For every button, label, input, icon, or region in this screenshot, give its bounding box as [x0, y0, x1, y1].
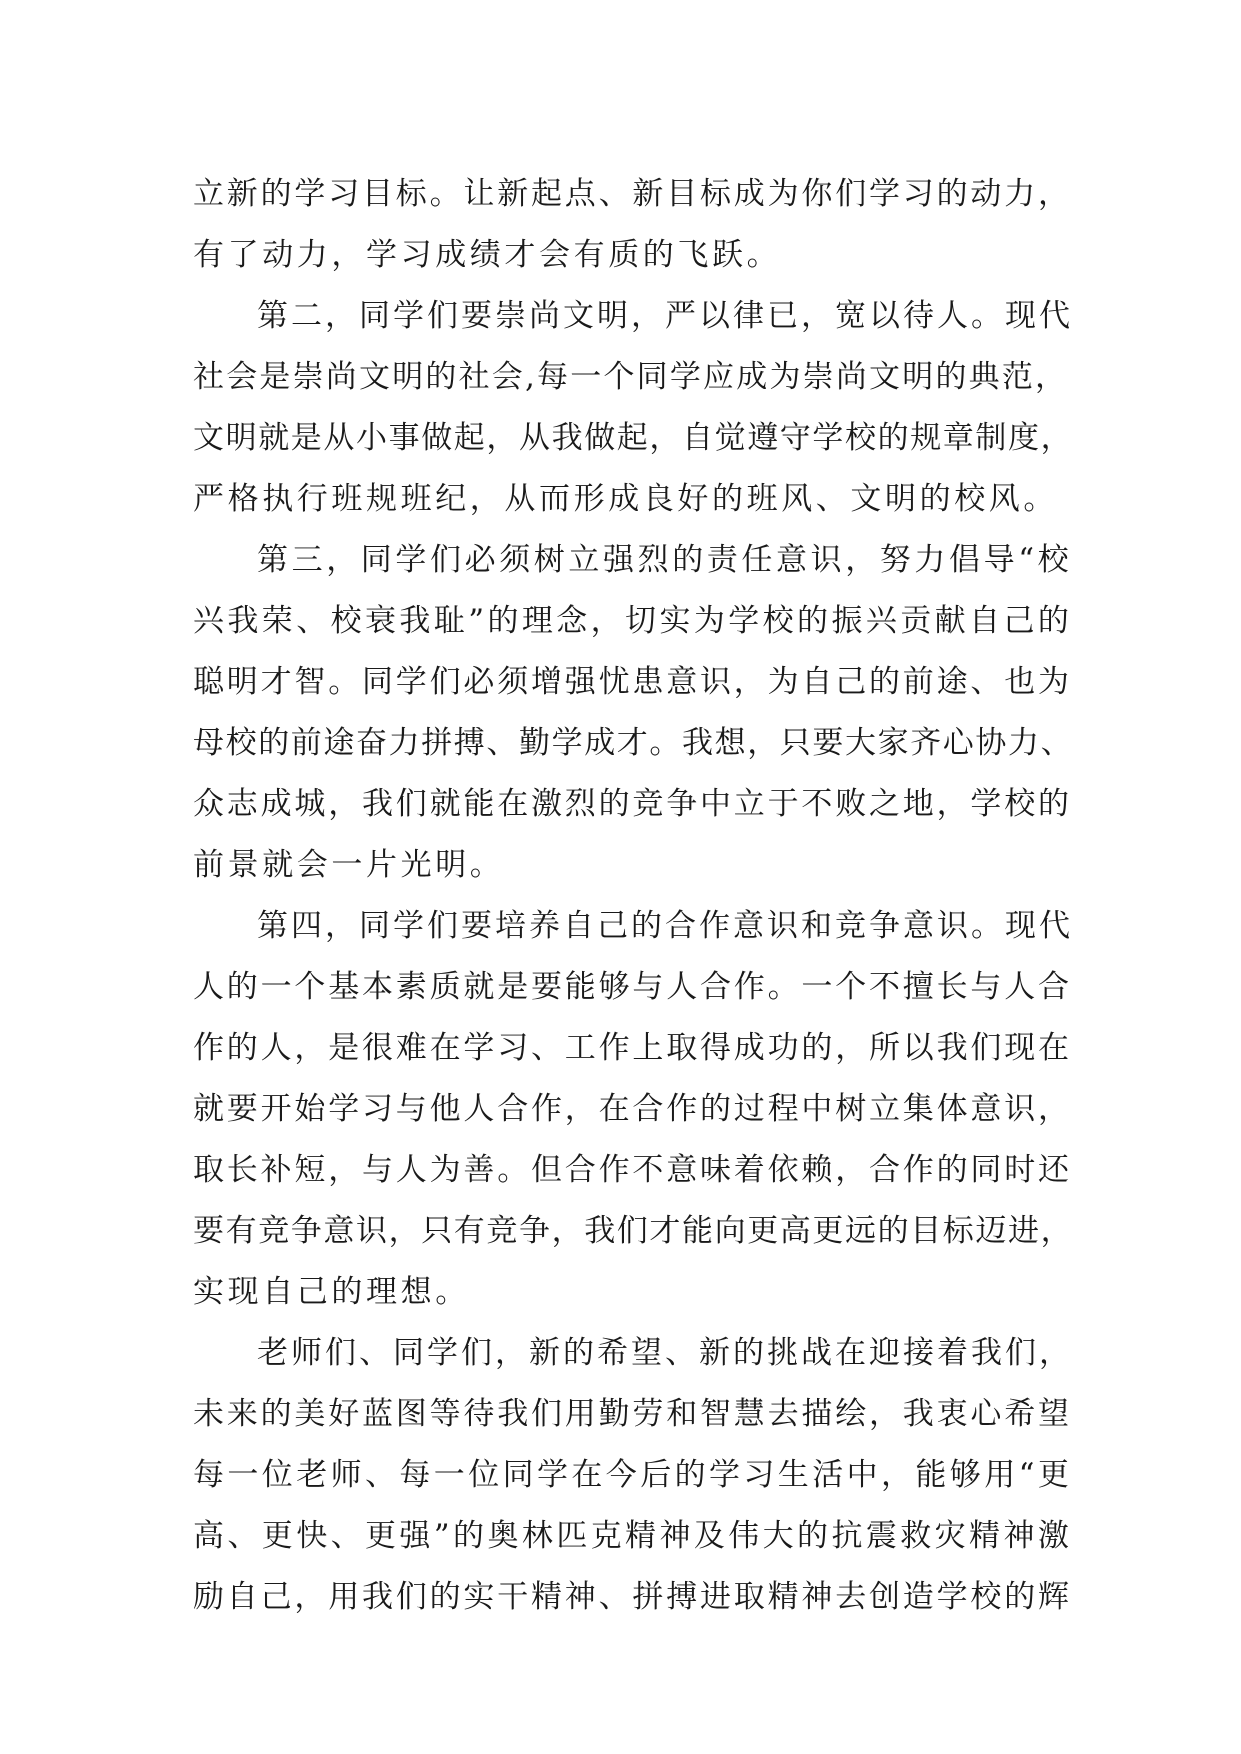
text-line: 社会是崇尚文明的社会,每一个同学应成为崇尚文明的典范， [193, 359, 1069, 395]
text-line: 母校的前途奋力拼搏、勤学成才。我想，只要大家齐心协力、 [193, 725, 1074, 761]
text-line: 文明就是从小事做起，从我做起，自觉遵守学校的规章制度， [193, 420, 1074, 456]
text-line: 实现自己的理想。 [193, 1274, 470, 1310]
text-line: 要有竞争意识，只有竞争，我们才能向更高更远的目标迈进， [193, 1213, 1074, 1249]
paragraph-first-line: 老师们、同学们，新的希望、新的挑战在迎接着我们， [257, 1335, 1073, 1371]
paragraph-first-line: 第三，同学们必须树立强烈的责任意识，努力倡导“校 [257, 542, 1073, 578]
text-line: 未来的美好蓝图等待我们用勤劳和智慧去描绘，我衷心希望 [193, 1396, 1072, 1432]
document-body [193, 164, 1073, 1628]
paragraph-first-line: 第四，同学们要培养自己的合作意识和竞争意识。现代 [257, 908, 1073, 944]
text-line: 高、更快、更强”的奥林匹克精神及伟大的抗震救灾精神激 [193, 1518, 1073, 1554]
text-line: 励自己，用我们的实干精神、拼搏进取精神去创造学校的辉 [193, 1579, 1072, 1615]
text-line: 人的一个基本素质就是要能够与人合作。一个不擅长与人合 [193, 969, 1072, 1005]
text-line: 严格执行班规班纪，从而形成良好的班风、文明的校风。 [193, 481, 1058, 517]
text-line: 作的人，是很难在学习、工作上取得成功的，所以我们现在 [193, 1030, 1072, 1066]
text-line: 前景就会一片光明。 [193, 847, 505, 883]
text-line: 有了动力，学习成绩才会有质的飞跃。 [193, 237, 782, 273]
text-line: 每一位老师、每一位同学在今后的学习生活中，能够用“更 [193, 1457, 1073, 1493]
text-line: 兴我荣、校衰我耻”的理念，切实为学校的振兴贡献自己的 [193, 603, 1073, 639]
paragraph-first-line: 第二，同学们要崇尚文明，严以律已，宽以待人。现代 [257, 298, 1073, 334]
text-line: 取长补短，与人为善。但合作不意味着依赖，合作的同时还 [193, 1152, 1072, 1188]
text-line: 就要开始学习与他人合作，在合作的过程中树立集体意识， [193, 1091, 1072, 1127]
text-line: 众志成城，我们就能在激烈的竞争中立于不败之地，学校的 [193, 786, 1072, 822]
text-line: 聪明才智。同学们必须增强忧患意识，为自己的前途、也为 [193, 664, 1072, 700]
text-line: 立新的学习目标。让新起点、新目标成为你们学习的动力， [193, 176, 1072, 212]
